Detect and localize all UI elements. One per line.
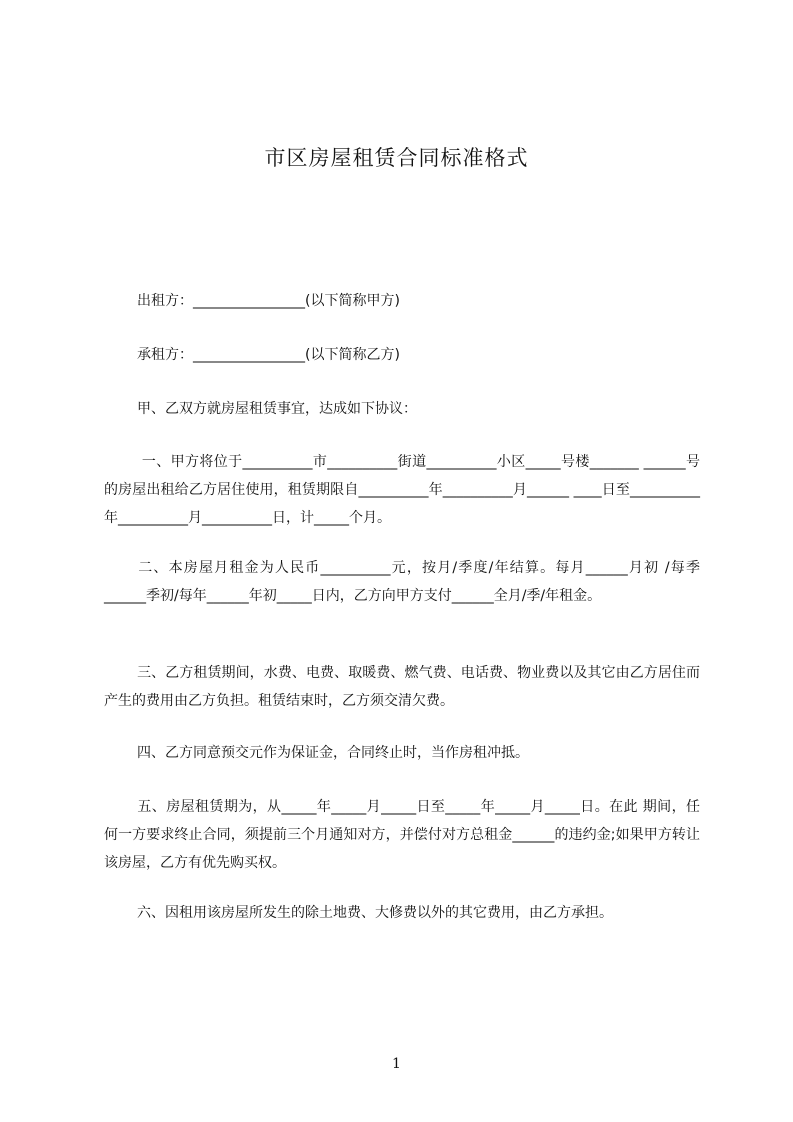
paragraph-intro (104, 395, 700, 423)
clause-3 (104, 659, 700, 715)
clause-4-text: 四、乙方同意预交元作为保证金，合同终止时，当作房租冲抵。 (137, 745, 529, 761)
clause-2 (104, 554, 700, 610)
paragraph-lessor (104, 287, 700, 315)
page-number: 1 (392, 1056, 401, 1072)
document-title: 市区房屋租赁合同标准格式 (264, 146, 529, 170)
clause-4 (104, 739, 700, 767)
clause-1-text: 一、甲方将位于__________市__________街道__________小区_____号楼_______ ______号的房屋出租给乙方居住使用，租赁期限自__________年__________月______ ____日至__________年__________月__________日，计_____个月。 (104, 454, 700, 526)
clause-1 (104, 448, 700, 532)
lessor-line: 出租方：________________(以下简称甲方) (137, 293, 400, 309)
clause-3-text: 三、乙方租赁期间，水费、电费、取暖费、燃气费、电话费、物业费以及其它由乙方居住而产生的费用由乙方负担。租赁结束时，乙方须交清欠费。 (104, 665, 700, 709)
clause-5 (104, 793, 700, 877)
clause-6 (104, 899, 700, 927)
clause-6-text: 六、因租用该房屋所发生的除土地费、大修费以外的其它费用，由乙方承担。 (137, 905, 613, 921)
clause-2-text: 二、本房屋月租金为人民币__________元，按月/季度/年结算。每月______月初 /每季______季初/每年______年初_____日内，乙方向甲方支付______全月/季/年租金。 (104, 560, 700, 604)
intro-line: 甲、乙双方就房屋租赁事宜，达成如下协议： (137, 401, 417, 417)
lessee-line: 承租方：________________(以下简称乙方) (137, 347, 400, 363)
paragraph-lessee (104, 341, 700, 369)
clause-5-text: 五、房屋租赁期为，从_____年_____月_____日至_____年_____月_____日。在此 期间，任何一方要求终止合同，须提前三个月通知对方，并偿付对方总租金______的违约金;如果甲方转让该房屋，乙方有优先购买权。 (104, 799, 700, 871)
